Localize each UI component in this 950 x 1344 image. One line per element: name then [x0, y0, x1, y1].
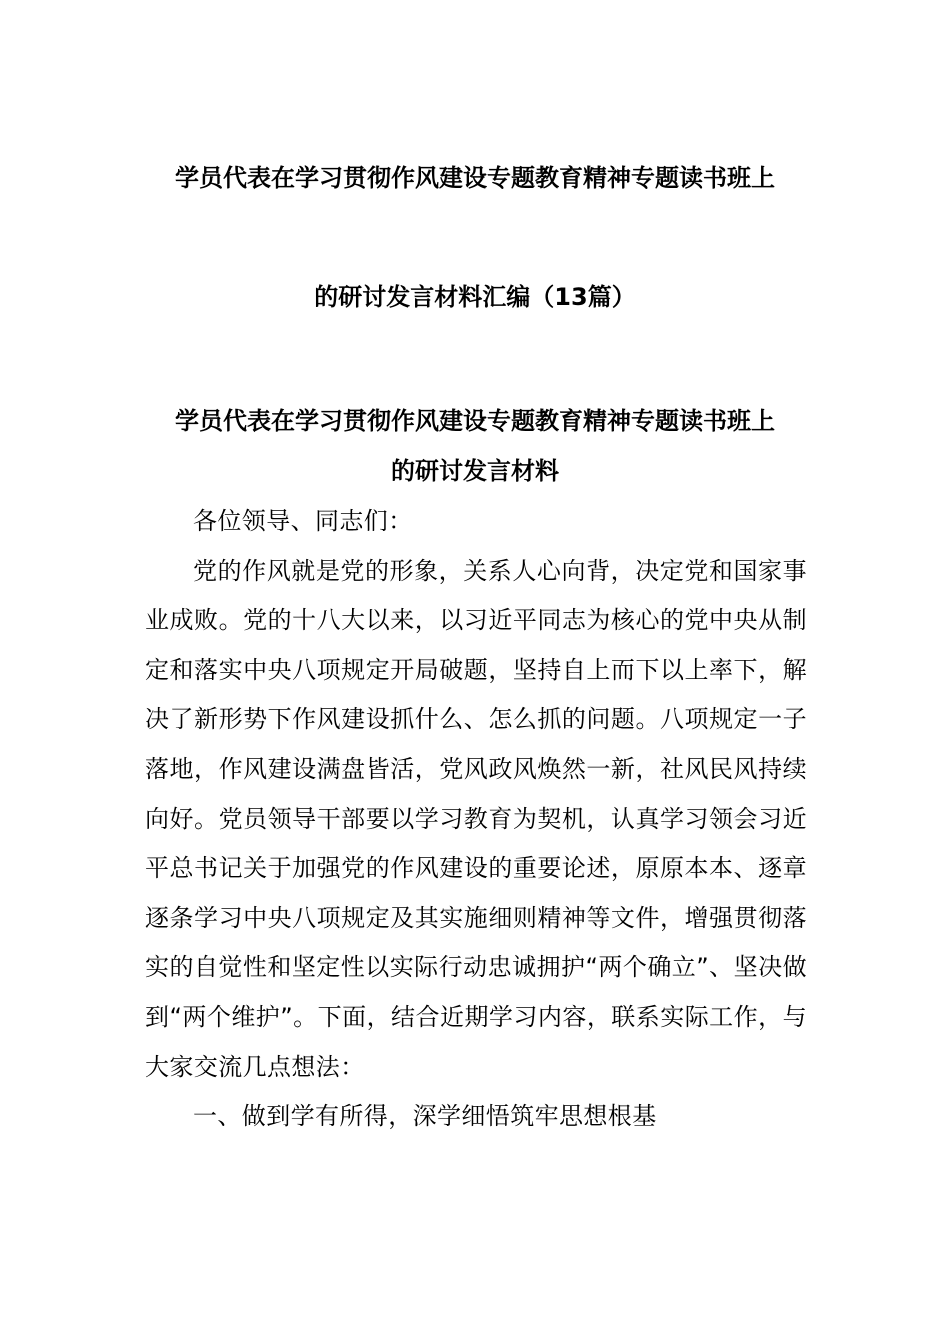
article-title-line-2: 的研讨发言材料 [391, 457, 559, 485]
section-heading: 一、做到学有所得，深学细悟筑牢思想根基 [193, 1102, 657, 1131]
article-body [145, 497, 807, 1142]
body-paragraph: 党的作风就是党的形象，关系人心向背，决定党和国家事业成败。党的十八大以来，以习近平同志为核心的党中央从制定和落实中央八项规定开局破题，坚持自上而下以上率下，解决了新形势下作风建设抓什么、怎么抓的问题。八项规定一子落地，作风建设满盘皆活，党风政风焕然一新，社风民风持续向好。党员领导干部要以学习教育为契机，认真学习领会习近平总书记关于加强党的作风建设的重要论述，原原本本、逐章逐条学习中央八项规定及其实施细则精神等文件，增强贯彻落实的自觉性和坚定性以实际行动忠诚拥护“两个确立”、坚决做到“两个维护”。下面，结合近期学习内容，联系实际工作，与大家交流几点想法： [145, 556, 807, 1081]
salutation: 各位领导、同志们： [193, 507, 413, 535]
compilation-title-line-2: 的研讨发言材料汇编（13篇） [314, 283, 636, 311]
compilation-title-line-1: 学员代表在学习贯彻作风建设专题教育精神专题读书班上 [175, 164, 775, 192]
article-title-line-1: 学员代表在学习贯彻作风建设专题教育精神专题读书班上 [175, 407, 775, 435]
